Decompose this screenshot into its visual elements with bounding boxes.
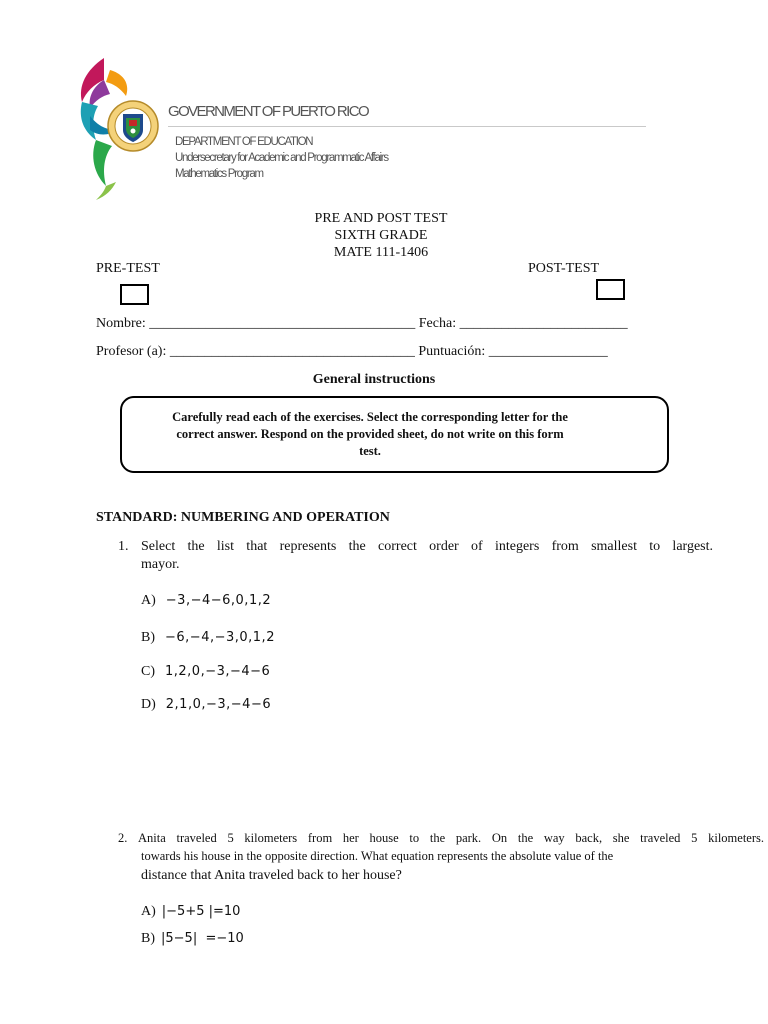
answer-option-c[interactable] [141, 664, 270, 680]
header-divider [168, 126, 646, 127]
option-text: 2,1,0,−3,−4−6 [165, 697, 272, 712]
post-test-checkbox[interactable] [596, 279, 625, 300]
program-name: Mathematics Program [175, 168, 263, 180]
option-text: 1,2,0,−3,−4−6 [165, 664, 271, 679]
question-text-continued: mayor. [141, 557, 180, 572]
option-letter: D) [141, 697, 156, 712]
instructions-line: correct answer. Respond on the provided sheet, do not write on this form [176, 427, 564, 441]
instructions-text [142, 409, 598, 460]
question-number: 2. [118, 831, 128, 845]
pre-test-checkbox[interactable] [120, 284, 149, 305]
question-number: 1. [118, 539, 129, 554]
question-text: Select the list that represents the correct order of integers from smallest to largest. [141, 539, 713, 554]
undersecretary-name: Undersecretary for Academic and Programmatic Affairs [175, 152, 388, 164]
option-letter: B) [141, 931, 155, 946]
answer-option-a[interactable] [141, 593, 271, 609]
nombre-fecha-field[interactable]: Nombre: ______________________________________ Fecha: ________________________ [96, 316, 628, 331]
logo-graphic [76, 56, 166, 201]
standard-heading: STANDARD: NUMBERING AND OPERATION [96, 510, 390, 525]
option-text: |5−5| =−10 [161, 931, 244, 946]
option-letter: A) [141, 904, 156, 919]
department-name: DEPARTMENT OF EDUCATION [175, 136, 313, 148]
option-text: |−5+5 |=10 [161, 904, 241, 919]
option-letter: A) [141, 593, 156, 608]
option-text: −6,−4,−3,0,1,2 [165, 630, 275, 645]
option-letter: C) [141, 664, 155, 679]
option-letter: B) [141, 630, 155, 645]
post-test-label: POST-TEST [528, 261, 600, 276]
question-text-continued: distance that Anita traveled back to her house? [141, 868, 402, 883]
profesor-puntuacion-field[interactable]: Profesor (a): ___________________________________ Puntuación: _________________ [96, 344, 608, 359]
instructions-line: test. [359, 444, 381, 458]
question-text: Anita traveled 5 kilometers from her house to the park. On the way back, she traveled 5 kilometers. [138, 831, 764, 845]
instructions-line: Carefully read each of the exercises. Select the corresponding letter for the [172, 410, 568, 424]
option-text: −3,−4−6,0,1,2 [165, 593, 272, 608]
answer-option-b[interactable] [141, 931, 244, 947]
answer-option-d[interactable] [141, 697, 271, 713]
pre-test-label: PRE-TEST [96, 261, 160, 276]
test-title: PRE AND POST TEST [314, 211, 448, 226]
answer-option-a[interactable] [141, 904, 240, 920]
instructions-heading: General instructions [312, 372, 436, 387]
department-logo [76, 56, 166, 201]
answer-option-b[interactable] [141, 630, 275, 646]
government-title: GOVERNMENT OF PUERTO RICO [168, 103, 369, 120]
test-grade: SIXTH GRADE [334, 228, 428, 243]
question-text-continued: towards his house in the opposite direction. What equation represents the absolute value of the [141, 849, 614, 863]
test-code: MATE 111-1406 [333, 245, 429, 260]
